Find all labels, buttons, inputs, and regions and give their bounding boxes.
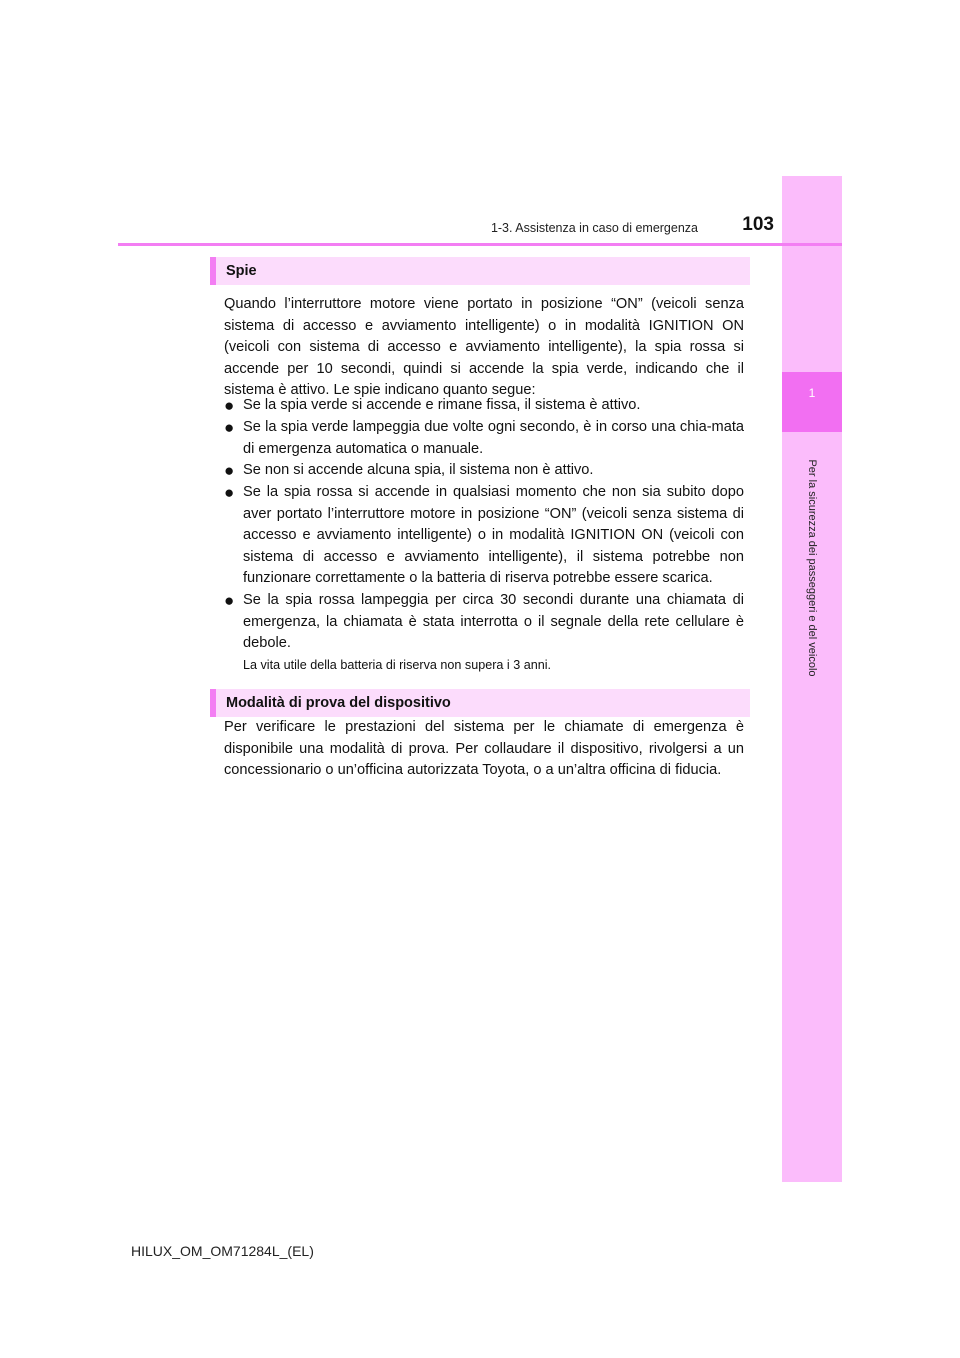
side-tab [782, 176, 842, 1182]
list-item [224, 460, 744, 482]
section-title: Modalità di prova del dispositivo [226, 695, 451, 711]
section-title: Spie [226, 263, 257, 279]
chapter-number: 1 [808, 386, 816, 400]
bullet-icon: ● [224, 483, 235, 502]
header-rule [118, 243, 842, 246]
list-item-text: Se la spia rossa si accende in qualsiasi momento che non sia subito dopo aver portato l’interruttore motore in posizione “ON” (veicoli senza sistema di accesso e avviamento intelligente) o in modalità IGNITION ON (veicoli con sistema di accesso e avviamento intelligente), il sistema potrebbe non funzionare correttamente o la batteria di riserva potrebbe essere scarica. [243, 484, 744, 586]
list-item-text: Se la spia rossa lampeggia per circa 30 secondi durante una chiamata di emergenza, la chiamata è stata interrotta o il segnale della rete cellulare è debole. [243, 592, 744, 651]
list-item-text: Se la spia verde si accende e rimane fissa, il sistema è attivo. [243, 397, 641, 413]
list-item-text: Se la spia verde lampeggia due volte ogni secondo, è in corso una chia-mata di emergenza automatica o manuale. [243, 419, 744, 457]
bullet-icon: ● [224, 418, 235, 437]
bullet-icon: ● [224, 461, 235, 480]
document-code: HILUX_OM_OM71284L_(EL) [131, 1243, 314, 1259]
section-heading-test-mode [210, 689, 750, 717]
list-item [224, 590, 744, 655]
page-number: 103 [742, 214, 774, 235]
list-item [224, 482, 744, 590]
section-heading-spie [210, 257, 750, 285]
bullet-icon: ● [224, 591, 235, 610]
bullet-icon: ● [224, 396, 235, 415]
list-item-text: Se non si accende alcuna spia, il sistema non è attivo. [243, 462, 594, 478]
note-text: La vita utile della batteria di riserva non supera i 3 anni. [243, 658, 552, 672]
list-item [224, 395, 744, 417]
chapter-marker [782, 372, 842, 432]
chapter-title-vertical: Per la sicurezza dei passeggeri e del veicolo [806, 459, 818, 677]
test-mode-paragraph: Per verificare le prestazioni del sistema per le chiamate di emergenza è disponibile una modalità di prova. Per collaudare il dispositivo, rivolgersi a un concessionario o un’officina autorizzata Toyota, o a un’altra officina di fiducia. [224, 719, 744, 778]
header-section-title: 1-3. Assistenza in caso di emergenza [490, 221, 698, 235]
list-item [224, 417, 744, 460]
intro-paragraph: Quando l’interruttore motore viene portato in posizione “ON” (veicoli senza sistema di accesso e avviamento intelligente) o in modalità IGNITION ON (veicoli con sistema di accesso e avviamento intelligente), la spia rossa si accende per 10 secondi, quindi si accende la spia verde, indicando che il sistema è attivo. Le spie indicano quanto segue: [224, 296, 744, 398]
